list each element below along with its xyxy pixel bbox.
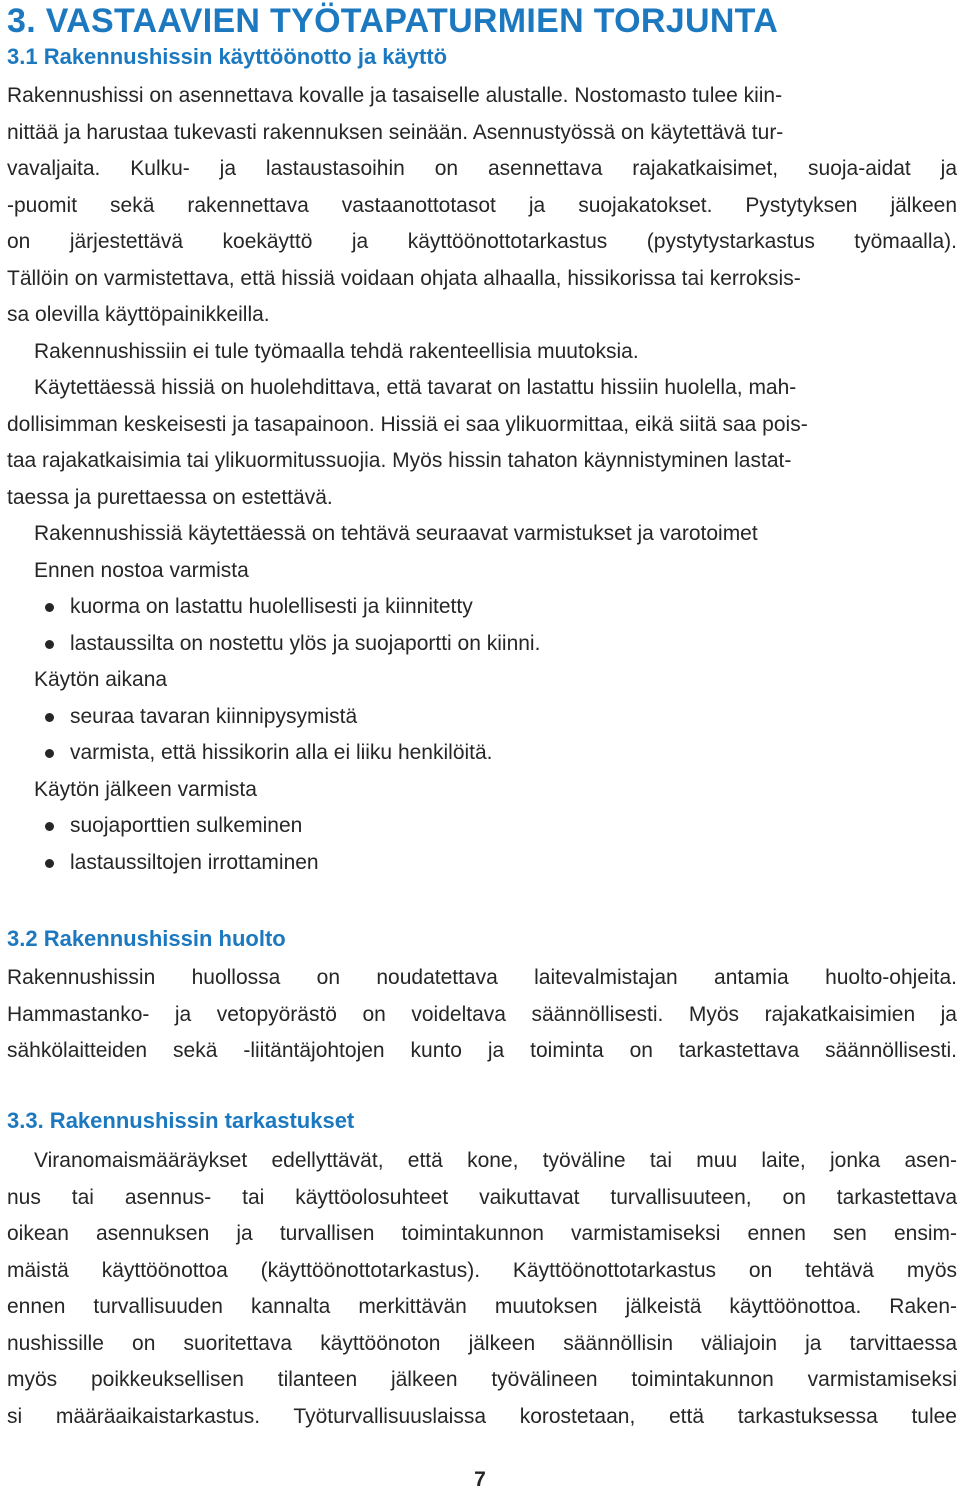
para-line: Viranomaismääräykset edellyttävät, että kone, työväline tai muu laite, jonka asen- [34, 1149, 957, 1172]
list-item: lastaussilta on nostettu ylös ja suojaportti on kiinni. [7, 626, 957, 663]
para-line: -puomit sekä rakennettava vastaanottotasot ja suojakatokset. Pystytyksen jälkeen [7, 193, 957, 217]
section-heading-3-2: 3.2 Rakennushissin huolto [7, 926, 286, 951]
bullet-icon [45, 603, 54, 612]
para-line: Rakennushissi on asennettava kovalle ja tasaiselle alustalle. Nostomasto tulee kiin- [7, 84, 783, 107]
para-line: myös poikkeuksellisen tilanteen jälkeen työvälineen toimintakunnon varmistamiseksi [7, 1368, 957, 1391]
page-number: 7 [474, 1468, 486, 1491]
bullet-icon [45, 640, 54, 649]
para-line: Rakennushissiä käytettäessä on tehtävä seuraavat varmistukset ja varotoimet [34, 522, 758, 545]
para-line: nus tai asennus- tai käyttöolosuhteet vaikuttavat turvallisuuteen, on tarkastettava [7, 1185, 957, 1209]
list-label-during: Käytön aikana [34, 668, 168, 691]
para-line: si määräaikaistarkastus. Työturvallisuuslaissa korostetaan, että tarkastuksessa tulee [7, 1404, 957, 1428]
para-line: nittää ja harustaa tukevasti rakennuksen seinään. Asennustyössä on käytettävä tur- [7, 120, 784, 144]
para-line: mäistä käyttöönottoa (käyttöönottotarkastus). Käyttöönottotarkastus on tehtävä myös [7, 1258, 957, 1282]
para-line: Käytettäessä hissiä on huolehdittava, että tavarat on lastattu hissiin huolella, mah- [34, 376, 797, 399]
para-line: Rakennushissiin ei tule työmaalla tehdä rakenteellisia muutoksia. [34, 339, 639, 363]
section-3-2-body [7, 960, 957, 1070]
list-item: seuraa tavaran kiinnipysymistä [7, 699, 957, 736]
list-label-after: Käytön jälkeen varmista [34, 777, 257, 801]
bullet-icon [45, 749, 54, 758]
para-line: Hammastanko- ja vetopyörästö on voideltava säännöllisesti. Myös rajakatkaisimien ja [7, 1002, 957, 1026]
list-item: suojaporttien sulkeminen [7, 808, 957, 845]
para-line: vavaljaita. Kulku- ja lastaustasoihin on asennettava rajakatkaisimet, suoja-aidat ja [7, 157, 957, 180]
bullet-icon [45, 822, 54, 831]
para-line: taessa ja purettaessa on estettävä. [7, 485, 333, 509]
bullet-icon [45, 713, 54, 722]
para-line: ennen turvallisuuden kannalta merkittävän muutoksen jälkeistä käyttöönottoa. Raken- [7, 1295, 957, 1318]
bullet-icon [45, 859, 54, 868]
list-item: varmista, että hissikorin alla ei liiku henkilöitä. [7, 735, 957, 772]
para-line: taa rajakatkaisimia tai ylikuormitussuojia. Myös hissin tahaton käynnistyminen lastat- [7, 449, 792, 472]
para-line: oikean asennuksen ja turvallisen toimintakunnon varmistamiseksi ennen sen ensim- [7, 1222, 957, 1245]
para-line: nushissille on suoritettava käyttöönoton jälkeen säännöllisin väliajoin ja tarvittaessa [7, 1331, 957, 1355]
list-item: kuorma on lastattu huolellisesti ja kiinnitetty [7, 589, 957, 626]
section-3-3-body [7, 1143, 957, 1435]
chapter-title: 3. VASTAAVIEN TYÖTAPATURMIEN TORJUNTA [7, 2, 779, 40]
section-heading-3-3: 3.3. Rakennushissin tarkastukset [7, 1108, 355, 1133]
section-heading-3-1: 3.1 Rakennushissin käyttöönotto ja käyttö [7, 44, 448, 69]
section-3-1-body [7, 78, 957, 881]
para-line: Rakennushissin huollossa on noudatettava laitevalmistajan antamia huolto-ohjeita. [7, 966, 957, 989]
list-label-before: Ennen nostoa varmista [34, 558, 249, 582]
para-line: dollisimman keskeisesti ja tasapainoon. Hissiä ei saa ylikuormittaa, eikä siitä saa pois- [7, 412, 808, 436]
para-line: Tällöin on varmistettava, että hissiä voidaan ohjata alhaalla, hissikorissa tai kerroksis- [7, 266, 801, 290]
para-line: on järjestettävä koekäyttö ja käyttöönottotarkastus (pystytystarkastus työmaalla). [7, 230, 957, 253]
para-line: sähkölaitteiden sekä -liitäntäjohtojen kunto ja toiminta on tarkastettava säännöllisesti. [7, 1039, 957, 1062]
para-line: sa olevilla käyttöpainikkeilla. [7, 303, 270, 326]
list-item: lastaussiltojen irrottaminen [7, 845, 957, 882]
